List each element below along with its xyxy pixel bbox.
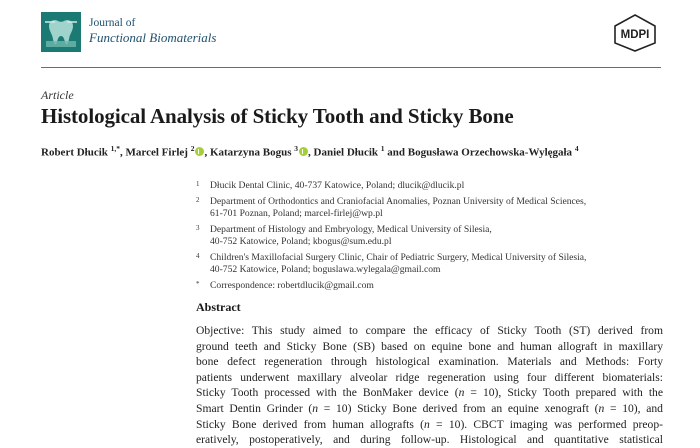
affiliation-item <box>196 252 666 276</box>
abstract-line: Smart Dentin Grinder (n = 10) Sticky Bone derived from an equine xenograft (n = 10), and <box>196 401 663 415</box>
affiliation-item <box>196 180 666 192</box>
affiliation-number: 2 <box>196 196 200 204</box>
author-name: Bogusława Orzechowska-Wylęgała <box>407 146 573 159</box>
journal-logo <box>41 12 81 52</box>
publisher-name: MDPI <box>620 29 650 41</box>
abstract-body <box>196 323 663 448</box>
author-affiliation-marker: 2 <box>190 144 195 153</box>
affiliation-number: * <box>196 280 200 288</box>
affiliation-item <box>196 196 666 220</box>
journal-name-line1: Journal of <box>89 17 136 29</box>
author-affiliation-marker: 4 <box>574 144 579 153</box>
header-divider <box>41 67 661 68</box>
affiliation-text: Correspondence: robertdlucik@gmail.com <box>210 280 374 291</box>
abstract-line: Sticky Bone derived from human allografts (n = 10). CBCT imaging was performed preop- <box>196 417 664 431</box>
author-name: Katarzyna Bogus <box>209 146 292 159</box>
abstract-line: Sticky Tooth processed with the BonMaker device (n = 10), Sticky Tooth prepared with the <box>196 386 663 400</box>
tooth-logo-icon <box>41 12 81 52</box>
abstract-line: bone defect regeneration through histological examination. Materials and Methods: Forty <box>196 355 663 369</box>
author-affiliation-marker: 1 <box>380 144 385 153</box>
affiliation-number: 1 <box>196 180 200 188</box>
article-title: Histological Analysis of Sticky Tooth and Sticky Bone <box>41 104 514 128</box>
mdpi-logo <box>611 13 659 53</box>
abstract-heading: Abstract <box>196 300 241 314</box>
affiliation-number: 4 <box>196 252 200 260</box>
mdpi-logo-icon <box>611 13 659 53</box>
author-name: Marcel Firlej <box>125 146 188 159</box>
affiliation-text: 40-752 Katowice, Poland; kbogus@sum.edu.pl <box>210 236 392 247</box>
affiliation-list <box>196 180 666 296</box>
affiliation-text: Department of Orthodontics and Craniofacial Anomalies, Poznan University of Medical Sciences, <box>210 196 587 207</box>
affiliation-text: Children's Maxillofacial Surgery Clinic, Chair of Pediatric Surgery, Medical University of Silesia, <box>210 252 587 263</box>
abstract-line: patients underwent maxillary alveolar ridge regeneration using four different biomaterials: <box>196 370 663 384</box>
author-list: Robert Dłucik $^{1,*}$, Marcel Firlej $^2$ , Katarzyna Bogus $^3$ , Daniel Dłucik $^1$ and Bogusława Orzechowska-Wylęgała $^4$ <box>41 144 579 159</box>
journal-name <box>89 17 216 44</box>
author-affiliation-marker: 1,* <box>110 144 121 153</box>
affiliation-text: 61-701 Poznan, Poland; marcel-firlej@wp.pl <box>210 208 383 219</box>
author-name: Robert Dłucik <box>41 146 108 159</box>
abstract-line: Objective: This study aimed to compare the efficacy of Sticky Tooth (ST) derived from <box>196 324 663 337</box>
orcid-icon[interactable] <box>195 147 204 156</box>
journal-name-line2: Functional Biomaterials <box>89 30 217 45</box>
affiliation-text: Dłucik Dental Clinic, 40-737 Katowice, Poland; dlucik@dlucik.pl <box>210 180 465 191</box>
affiliation-text: Department of Histology and Embryology, Medical University of Silesia, <box>210 224 492 235</box>
affiliation-item <box>196 280 666 292</box>
author-name: Daniel Dłucik <box>313 146 379 159</box>
affiliation-item <box>196 224 666 248</box>
affiliation-text: 40-752 Katowice, Poland; boguslawa.wylegala@gmail.com <box>210 264 441 275</box>
abstract-line: eratively, postoperatively, and during follow-up. Histological and quantitative statistical <box>196 433 663 447</box>
orcid-icon[interactable] <box>299 147 308 156</box>
author-affiliation-marker: 3 <box>294 144 299 153</box>
affiliation-number: 3 <box>196 224 200 232</box>
abstract-line: ground teeth and Sticky Bone (SB) based on equine bone and human allograft in maxillary <box>196 339 663 353</box>
article-type: Article <box>41 88 74 102</box>
